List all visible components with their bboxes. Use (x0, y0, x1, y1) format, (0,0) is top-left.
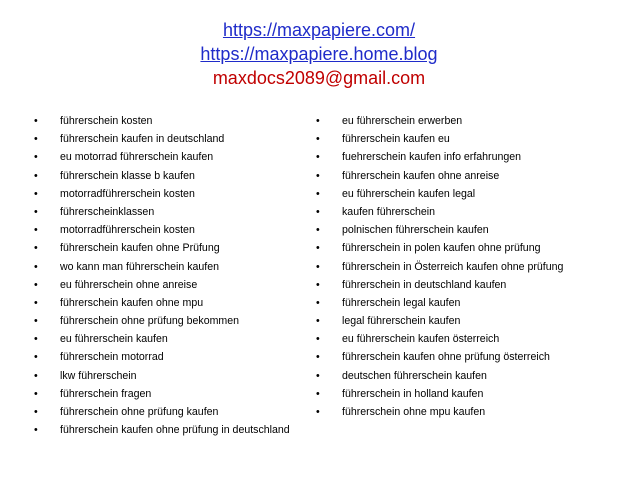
list-item: • führerschein ohne prüfung kaufen (34, 403, 324, 421)
list-item: • eu führerschein kaufen (34, 330, 324, 348)
list-item: • führerschein kosten (34, 112, 324, 130)
list-item: • führerschein legal kaufen (316, 294, 626, 312)
list-item: • führerschein fragen (34, 385, 324, 403)
list-item: • führerschein kaufen eu (316, 130, 626, 148)
list-item: • kaufen führerschein (316, 203, 626, 221)
list-item: • führerschein in deutschland kaufen (316, 276, 626, 294)
list-item: • führerschein in polen kaufen ohne prüfung (316, 239, 626, 257)
list-item: • wo kann man führerschein kaufen (34, 258, 324, 276)
header (0, 18, 638, 90)
list-item: • lkw führerschein (34, 367, 324, 385)
list-item: • eu führerschein erwerben (316, 112, 626, 130)
list-item: • führerschein kaufen ohne mpu (34, 294, 324, 312)
list-item: • führerschein motorrad (34, 348, 324, 366)
left-bullet-list (34, 112, 324, 439)
list-item: • führerschein kaufen in deutschland (34, 130, 324, 148)
contact-email: maxdocs2089@gmail.com (212, 68, 426, 88)
list-item: • eu führerschein ohne anreise (34, 276, 324, 294)
list-item: • polnischen führerschein kaufen (316, 221, 626, 239)
list-item: • eu motorrad führerschein kaufen (34, 148, 324, 166)
list-item: • deutschen führerschein kaufen (316, 367, 626, 385)
list-item: • führerschein ohne mpu kaufen (316, 403, 626, 421)
list-item: • motorradführerschein kosten (34, 185, 324, 203)
list-item: • führerschein kaufen ohne anreise (316, 167, 626, 185)
right-bullet-list (316, 112, 626, 421)
list-item: • führerschein kaufen ohne Prüfung (34, 239, 324, 257)
list-item: • führerschein klasse b kaufen (34, 167, 324, 185)
list-item: • eu führerschein kaufen legal (316, 185, 626, 203)
list-item: • führerscheinklassen (34, 203, 324, 221)
list-item: • führerschein kaufen ohne prüfung österreich (316, 348, 626, 366)
list-item: • fuehrerschein kaufen info erfahrungen (316, 148, 626, 166)
website-link-2[interactable]: https://maxpapiere.home.blog (200, 44, 438, 64)
website-link-1[interactable]: https://maxpapiere.com/ (222, 20, 416, 40)
list-item: • führerschein in holland kaufen (316, 385, 626, 403)
list-item: • führerschein in Österreich kaufen ohne prüfung (316, 258, 626, 276)
list-item: • führerschein kaufen ohne prüfung in deutschland (34, 421, 324, 439)
list-item: • motorradführerschein kosten (34, 221, 324, 239)
list-item: • eu führerschein kaufen österreich (316, 330, 626, 348)
list-item: • legal führerschein kaufen (316, 312, 626, 330)
list-item: • führerschein ohne prüfung bekommen (34, 312, 324, 330)
